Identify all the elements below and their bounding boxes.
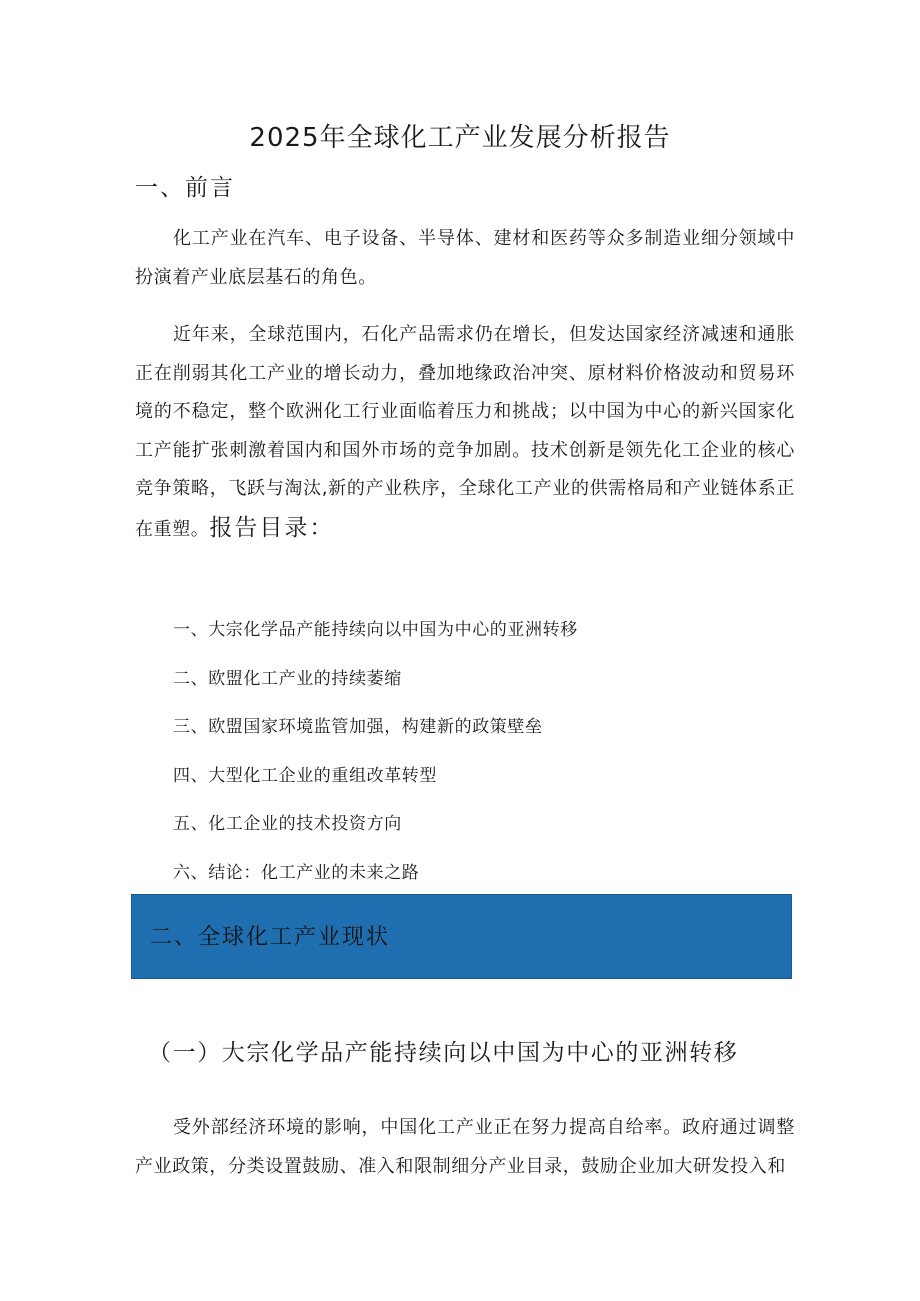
toc-item: 四、大型化工企业的重组改革转型 bbox=[173, 765, 437, 786]
toc-item: 一、大宗化学品产能持续向以中国为中心的亚洲转移 bbox=[173, 620, 578, 640]
toc-item: 三、欧盟国家环境监管加强，构建新的政策壁垒 bbox=[173, 717, 543, 737]
context-paragraph-text: 近年来，全球范围内，石化产品需求仍在增长，但发达国家经济减速和通胀正在削弱其化工产业的增长动力，叠加地缘政治冲突、原材料价格波动和贸易环境的不稳定，整个欧洲化工行业面临着压力和挑战；以中国为中心的新兴国家化工产能扩张刺激着国内和国外市场的竞争加剧。技术创新是领先化工企业的核心竞争策略，飞跃与淘汰,新的产业秩序，全球化工产业的供需格局和产业链体系正在重塑。 bbox=[135, 324, 795, 540]
subsection-paragraph: 受外部经济环境的影响，中国化工产业正在努力提高自给率。政府通过调整产业政策，分类设置鼓励、准入和限制细分产业目录，鼓励企业加大研发投入和 bbox=[135, 1117, 795, 1177]
section-banner bbox=[131, 894, 792, 979]
toc-item: 五、化工企业的技术投资方向 bbox=[173, 814, 402, 834]
section-heading-status: 二、全球化工产业现状 bbox=[150, 925, 391, 950]
section-heading-preface: 一、前言 bbox=[135, 175, 235, 201]
context-paragraph bbox=[135, 316, 795, 550]
toc-heading: 报告目录： bbox=[209, 514, 335, 541]
subsection-heading: （一）大宗化学品产能持续向以中国为中心的亚洲转移 bbox=[148, 1040, 739, 1066]
document-title: 2025年全球化工产业发展分析报告 bbox=[249, 123, 671, 153]
toc-item: 六、结论：化工产业的未来之路 bbox=[173, 862, 420, 883]
toc-item: 二、欧盟化工产业的持续萎缩 bbox=[173, 668, 402, 689]
table-of-contents bbox=[173, 606, 578, 897]
intro-paragraph: 化工产业在汽车、电子设备、半导体、建材和医药等众多制造业细分领域中扮演着产业底层基石的角色。 bbox=[135, 228, 795, 288]
